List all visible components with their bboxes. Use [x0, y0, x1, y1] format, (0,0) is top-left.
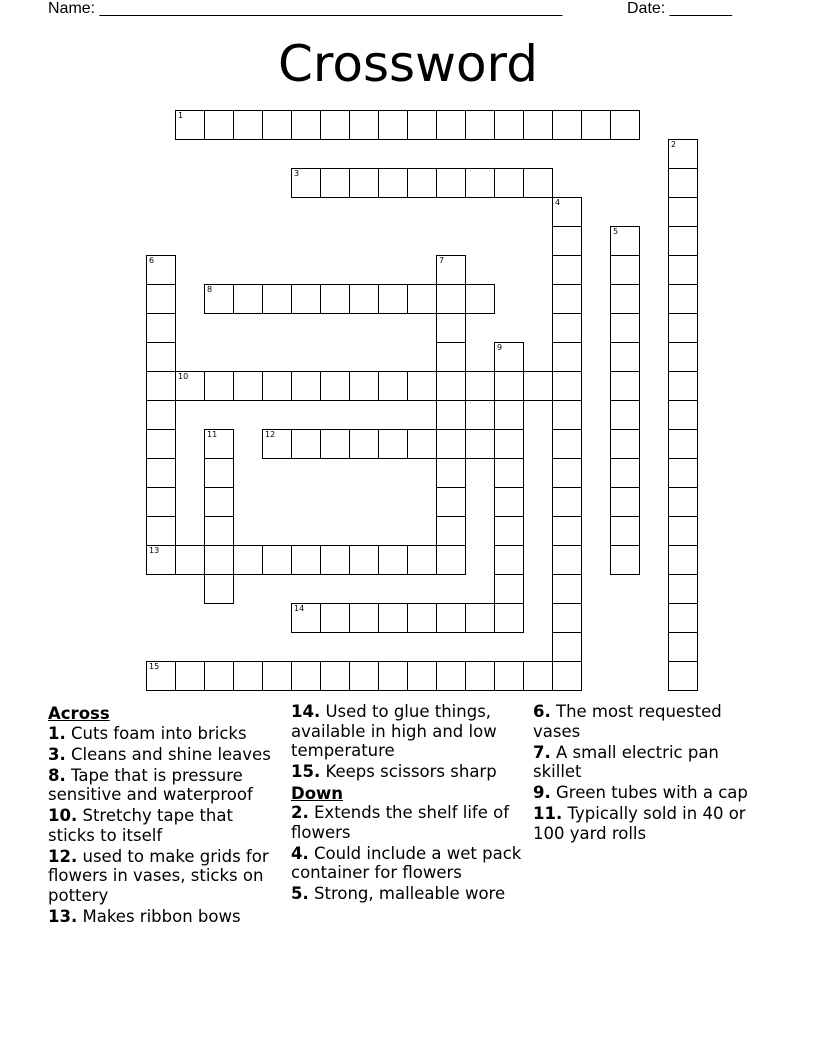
grid-cell[interactable] [175, 371, 205, 401]
clue-text: Typically sold in 40 or 100 yard rolls [533, 804, 746, 843]
grid-cell[interactable] [668, 313, 698, 343]
grid-cell[interactable] [494, 371, 524, 401]
clue-column-3 [533, 702, 769, 845]
grid-cell[interactable] [233, 371, 263, 401]
grid-cell[interactable] [523, 168, 553, 198]
grid-cell[interactable] [349, 284, 379, 314]
grid-cell[interactable] [204, 371, 234, 401]
grid-cell[interactable] [146, 371, 176, 401]
grid-cell[interactable] [668, 458, 698, 488]
grid-cell[interactable] [291, 545, 321, 575]
clue-text: Green tubes with a cap [556, 783, 748, 802]
clue-down-2 [291, 803, 527, 842]
grid-cell[interactable] [552, 255, 582, 285]
clue-down-5 [291, 884, 527, 904]
grid-cell[interactable] [291, 168, 321, 198]
clue-across-12 [48, 847, 284, 906]
clue-number: 12. [48, 846, 78, 866]
grid-cell[interactable] [378, 371, 408, 401]
clue-number: 11. [533, 804, 563, 823]
grid-cell[interactable] [552, 226, 582, 256]
clue-number: 15. [291, 762, 321, 781]
grid-cell[interactable] [291, 110, 321, 140]
clue-across-1 [48, 724, 284, 744]
grid-cell[interactable] [668, 197, 698, 227]
grid-cell[interactable] [668, 255, 698, 285]
clue-down-9 [533, 783, 769, 803]
grid-cell[interactable] [407, 603, 437, 633]
clue-text: Cuts foam into bricks [71, 723, 247, 743]
grid-cell[interactable] [175, 545, 205, 575]
grid-cell[interactable] [436, 400, 466, 430]
clue-across-15 [291, 762, 527, 782]
grid-cell[interactable] [146, 545, 176, 575]
grid-cell[interactable] [610, 110, 640, 140]
grid-cell[interactable] [465, 429, 495, 459]
clue-across-3 [48, 745, 284, 765]
grid-cell[interactable] [146, 255, 176, 285]
grid-cell[interactable] [407, 429, 437, 459]
clue-down-6 [533, 702, 769, 741]
clue-text: Cleans and shine leaves [71, 744, 271, 764]
grid-cell[interactable] [668, 284, 698, 314]
grid-cell[interactable] [494, 603, 524, 633]
grid-cell[interactable] [668, 661, 698, 691]
grid-cell[interactable] [204, 458, 234, 488]
grid-cell[interactable] [349, 168, 379, 198]
grid-cell[interactable] [233, 110, 263, 140]
grid-cell[interactable] [146, 342, 176, 372]
grid-cell[interactable] [668, 487, 698, 517]
grid-cell[interactable] [494, 342, 524, 372]
grid-cell[interactable] [552, 371, 582, 401]
grid-cell[interactable] [291, 603, 321, 633]
grid-cell[interactable] [436, 661, 466, 691]
grid-cell[interactable] [436, 284, 466, 314]
clue-number: 8. [48, 765, 66, 785]
grid-cell[interactable] [465, 110, 495, 140]
grid-cell[interactable] [668, 429, 698, 459]
grid-cell[interactable] [436, 313, 466, 343]
grid-cell[interactable] [146, 313, 176, 343]
grid-cell[interactable] [262, 284, 292, 314]
grid-cell[interactable] [436, 603, 466, 633]
clue-down-4 [291, 844, 527, 883]
clue-across-13 [48, 907, 284, 927]
grid-cell[interactable] [552, 545, 582, 575]
grid-cell[interactable] [320, 429, 350, 459]
grid-cell[interactable] [668, 516, 698, 546]
grid-cell[interactable] [552, 400, 582, 430]
clue-number: 5. [291, 884, 309, 903]
grid-cell[interactable] [262, 545, 292, 575]
grid-cell[interactable] [146, 458, 176, 488]
clue-number-label: 2 [671, 140, 677, 149]
grid-cell[interactable] [291, 661, 321, 691]
grid-cell[interactable] [204, 284, 234, 314]
clue-text: Keeps scissors sharp [325, 762, 497, 781]
across-heading: Across [48, 704, 110, 723]
grid-cell[interactable] [552, 574, 582, 604]
grid-cell[interactable] [523, 661, 553, 691]
grid-cell[interactable] [378, 603, 408, 633]
grid-cell[interactable] [610, 429, 640, 459]
clue-number: 1. [48, 723, 66, 743]
grid-cell[interactable] [320, 603, 350, 633]
grid-cell[interactable] [407, 661, 437, 691]
grid-cell[interactable] [552, 487, 582, 517]
clue-number-label: 13 [149, 546, 160, 555]
grid-cell[interactable] [610, 255, 640, 285]
clue-column-1 [48, 702, 284, 928]
clue-text: Could include a wet pack container for flowers [291, 843, 522, 882]
clue-number: 13. [48, 906, 78, 926]
grid-cell[interactable] [146, 487, 176, 517]
grid-cell[interactable] [465, 168, 495, 198]
grid-cell[interactable] [494, 516, 524, 546]
grid-cell[interactable] [552, 516, 582, 546]
grid-cell[interactable] [262, 110, 292, 140]
grid-cell[interactable] [291, 371, 321, 401]
clue-number: 9. [533, 783, 551, 802]
grid-cell[interactable] [494, 168, 524, 198]
clue-number: 7. [533, 742, 551, 762]
grid-cell[interactable] [175, 661, 205, 691]
grid-cell[interactable] [494, 110, 524, 140]
grid-cell[interactable] [378, 168, 408, 198]
grid-cell[interactable] [436, 487, 466, 517]
grid-cell[interactable] [146, 661, 176, 691]
clue-number: 3. [48, 744, 66, 764]
grid-cell[interactable] [668, 139, 698, 169]
grid-cell[interactable] [204, 545, 234, 575]
grid-cell[interactable] [407, 110, 437, 140]
grid-cell[interactable] [610, 458, 640, 488]
grid-cell[interactable] [407, 168, 437, 198]
grid-cell[interactable] [610, 545, 640, 575]
grid-cell[interactable] [668, 545, 698, 575]
grid-cell[interactable] [320, 110, 350, 140]
grid-cell[interactable] [146, 429, 176, 459]
name-field-label: Name: ____________________________________________________ [48, 0, 563, 17]
grid-cell[interactable] [262, 429, 292, 459]
grid-cell[interactable] [523, 371, 553, 401]
grid-cell[interactable] [320, 661, 350, 691]
grid-cell[interactable] [552, 197, 582, 227]
grid-cell[interactable] [552, 342, 582, 372]
grid-cell[interactable] [610, 516, 640, 546]
grid-cell[interactable] [378, 110, 408, 140]
grid-cell[interactable] [204, 110, 234, 140]
grid-cell[interactable] [233, 545, 263, 575]
clue-number-label: 8 [207, 285, 213, 294]
grid-cell[interactable] [494, 574, 524, 604]
clue-number-label: 6 [149, 256, 155, 265]
grid-cell[interactable] [552, 603, 582, 633]
grid-cell[interactable] [436, 545, 466, 575]
grid-cell[interactable] [436, 342, 466, 372]
clue-number-label: 10 [178, 372, 189, 381]
grid-cell[interactable] [204, 574, 234, 604]
clue-text: A small electric pan skillet [533, 742, 719, 781]
clue-number-label: 12 [265, 430, 276, 439]
clue-across-10 [48, 806, 284, 845]
grid-cell[interactable] [407, 545, 437, 575]
grid-cell[interactable] [378, 284, 408, 314]
grid-cell[interactable] [668, 342, 698, 372]
grid-cell[interactable] [349, 429, 379, 459]
clue-text: Tape that is pressure sensitive and waterproof [48, 765, 253, 804]
grid-cell[interactable] [465, 603, 495, 633]
clue-number: 4. [291, 843, 309, 863]
grid-cell[interactable] [552, 429, 582, 459]
grid-cell[interactable] [320, 371, 350, 401]
grid-cell[interactable] [436, 168, 466, 198]
grid-cell[interactable] [610, 226, 640, 256]
clue-number-label: 5 [613, 227, 619, 236]
clue-across-14 [291, 702, 527, 761]
grid-cell[interactable] [552, 661, 582, 691]
clue-text: Used to glue things, available in high and low temperature [291, 702, 497, 760]
clue-number-label: 14 [294, 604, 305, 613]
grid-cell[interactable] [407, 284, 437, 314]
grid-cell[interactable] [349, 545, 379, 575]
grid-cell[interactable] [436, 110, 466, 140]
clue-number-label: 7 [439, 256, 445, 265]
grid-cell[interactable] [349, 110, 379, 140]
grid-cell[interactable] [668, 168, 698, 198]
grid-cell[interactable] [378, 545, 408, 575]
grid-cell[interactable] [349, 603, 379, 633]
grid-cell[interactable] [610, 371, 640, 401]
grid-cell[interactable] [378, 661, 408, 691]
grid-cell[interactable] [407, 371, 437, 401]
clue-number: 6. [533, 702, 551, 721]
grid-cell[interactable] [349, 371, 379, 401]
clue-across-8 [48, 766, 284, 805]
grid-cell[interactable] [668, 371, 698, 401]
grid-cell[interactable] [494, 545, 524, 575]
clue-number-label: 9 [497, 343, 503, 352]
grid-cell[interactable] [610, 487, 640, 517]
grid-cell[interactable] [465, 284, 495, 314]
clue-text: Stretchy tape that sticks to itself [48, 806, 233, 845]
grid-cell[interactable] [320, 168, 350, 198]
clue-text: Makes ribbon bows [82, 906, 241, 926]
grid-cell[interactable] [204, 661, 234, 691]
grid-cell[interactable] [436, 371, 466, 401]
grid-cell[interactable] [320, 545, 350, 575]
clue-number: 14. [291, 702, 321, 721]
clue-text: used to make grids for flowers in vases, sticks on pottery [48, 846, 269, 905]
grid-cell[interactable] [465, 661, 495, 691]
grid-cell[interactable] [436, 458, 466, 488]
grid-cell[interactable] [175, 110, 205, 140]
page-title: Crossword [278, 35, 538, 93]
grid-cell[interactable] [610, 400, 640, 430]
grid-cell[interactable] [378, 429, 408, 459]
grid-cell[interactable] [494, 661, 524, 691]
grid-cell[interactable] [552, 458, 582, 488]
grid-cell[interactable] [146, 284, 176, 314]
grid-cell[interactable] [610, 313, 640, 343]
grid-cell[interactable] [146, 516, 176, 546]
grid-cell[interactable] [494, 400, 524, 430]
grid-cell[interactable] [668, 226, 698, 256]
grid-cell[interactable] [233, 661, 263, 691]
date-field-label: Date: _______ [627, 0, 732, 17]
grid-cell[interactable] [291, 429, 321, 459]
grid-cell[interactable] [552, 632, 582, 662]
clue-down-11 [533, 804, 769, 843]
clue-column-2 [291, 702, 527, 905]
clue-text: Extends the shelf life of flowers [291, 803, 510, 842]
down-heading: Down [291, 783, 344, 803]
grid-cell[interactable] [494, 487, 524, 517]
clue-number-label: 11 [207, 430, 218, 439]
grid-cell[interactable] [552, 313, 582, 343]
grid-cell[interactable] [436, 429, 466, 459]
clue-number-label: 15 [149, 662, 160, 671]
clue-down-7 [533, 743, 769, 782]
grid-cell[interactable] [233, 284, 263, 314]
grid-cell[interactable] [552, 110, 582, 140]
grid-cell[interactable] [668, 574, 698, 604]
clue-number-label: 4 [555, 198, 561, 207]
grid-cell[interactable] [146, 400, 176, 430]
grid-cell[interactable] [436, 255, 466, 285]
grid-cell[interactable] [465, 371, 495, 401]
clue-number-label: 1 [178, 111, 184, 120]
grid-cell[interactable] [494, 458, 524, 488]
grid-cell[interactable] [610, 284, 640, 314]
grid-cell[interactable] [494, 429, 524, 459]
clue-number: 2. [291, 803, 309, 822]
clue-number-label: 3 [294, 169, 300, 178]
grid-cell[interactable] [262, 371, 292, 401]
grid-cell[interactable] [668, 632, 698, 662]
clue-text: Strong, malleable wore [314, 884, 506, 903]
grid-cell[interactable] [668, 603, 698, 633]
clue-text: The most requested vases [533, 702, 722, 741]
grid-cell[interactable] [581, 110, 611, 140]
clue-number: 10. [48, 806, 78, 825]
grid-cell[interactable] [204, 429, 234, 459]
grid-cell[interactable] [291, 284, 321, 314]
grid-cell[interactable] [204, 516, 234, 546]
grid-cell[interactable] [552, 284, 582, 314]
grid-cell[interactable] [668, 400, 698, 430]
grid-cell[interactable] [523, 110, 553, 140]
grid-cell[interactable] [204, 487, 234, 517]
grid-cell[interactable] [610, 342, 640, 372]
grid-cell[interactable] [436, 516, 466, 546]
grid-cell[interactable] [349, 661, 379, 691]
grid-cell[interactable] [262, 661, 292, 691]
grid-cell[interactable] [320, 284, 350, 314]
